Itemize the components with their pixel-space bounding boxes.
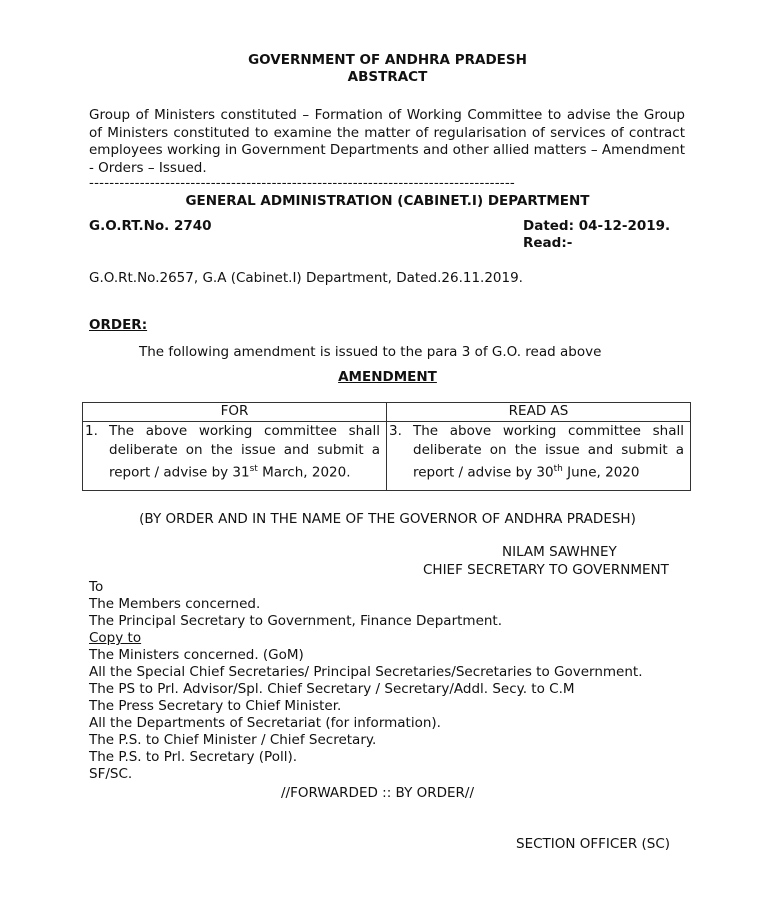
list-item: All the Special Chief Secretaries/ Principal Secretaries/Secretaries to Government. xyxy=(89,664,643,680)
list-item: All the Departments of Secretariat (for information). xyxy=(89,715,441,731)
order-text: The following amendment is issued to the para 3 of G.O. read above xyxy=(139,344,602,360)
column-header-for: FOR xyxy=(83,403,387,422)
amendment-heading: AMENDMENT xyxy=(338,369,437,385)
list-item: The Principal Secretary to Government, Finance Department. xyxy=(89,613,503,629)
go-date: Dated: 04-12-2019. xyxy=(523,218,671,234)
section-officer: SECTION OFFICER (SC) xyxy=(516,836,671,852)
list-item: The Press Secretary to Chief Minister. xyxy=(89,698,342,714)
for-item-text: The above working committee shall deliberate on the issue and submit a report / advise by 31st March, 2020. xyxy=(109,423,380,481)
list-item: The P.S. to Prl. Secretary (Poll). xyxy=(89,749,298,765)
signatory-title: CHIEF SECRETARY TO GOVERNMENT xyxy=(423,562,669,578)
column-header-read-as: READ AS xyxy=(387,403,691,422)
amendment-table xyxy=(82,402,691,491)
separator-line: ------------------------------------------------------------------------------------ xyxy=(89,175,515,191)
signatory-name: NILAM SAWHNEY xyxy=(502,544,617,560)
list-item: The Ministers concerned. (GoM) xyxy=(89,647,304,663)
table-header-row xyxy=(83,403,691,422)
government-heading: GOVERNMENT OF ANDHRA PRADESH xyxy=(248,52,527,68)
forwarded-line: //FORWARDED :: BY ORDER// xyxy=(281,785,475,801)
go-number: G.O.RT.No. 2740 xyxy=(89,218,212,234)
read-label: Read:- xyxy=(523,235,573,251)
department-heading: GENERAL ADMINISTRATION (CABINET.I) DEPARTMENT xyxy=(185,193,590,209)
subject-paragraph: Group of Ministers constituted – Formation of Working Committee to advise the Group of Ministers constituted to examine the matter of regularisation of services of contract employees working in Government Departments and other allied matters – Amendment - Orders – Issued. xyxy=(89,107,685,176)
list-item: SF/SC. xyxy=(89,766,133,782)
table-row xyxy=(83,422,691,491)
order-heading: ORDER: xyxy=(89,317,148,333)
reference-go: G.O.Rt.No.2657, G.A (Cabinet.I) Department, Dated.26.11.2019. xyxy=(89,270,523,286)
for-item-number: 1. xyxy=(85,423,98,439)
read-as-cell xyxy=(387,422,691,491)
list-item: The PS to Prl. Advisor/Spl. Chief Secretary / Secretary/Addl. Secy. to C.M xyxy=(89,681,575,697)
read-as-item-text: The above working committee shall deliberate on the issue and submit a report / advise by 30th June, 2020 xyxy=(413,423,684,481)
to-label: To xyxy=(89,579,104,595)
copy-to-label: Copy to xyxy=(89,630,142,646)
abstract-heading: ABSTRACT xyxy=(347,69,428,85)
for-cell xyxy=(83,422,387,491)
by-order-line: (BY ORDER AND IN THE NAME OF THE GOVERNOR OF ANDHRA PRADESH) xyxy=(139,511,636,527)
list-item: The Members concerned. xyxy=(89,596,261,612)
distribution-list xyxy=(89,579,643,783)
list-item: The P.S. to Chief Minister / Chief Secretary. xyxy=(89,732,377,748)
read-as-item-number: 3. xyxy=(389,423,402,439)
